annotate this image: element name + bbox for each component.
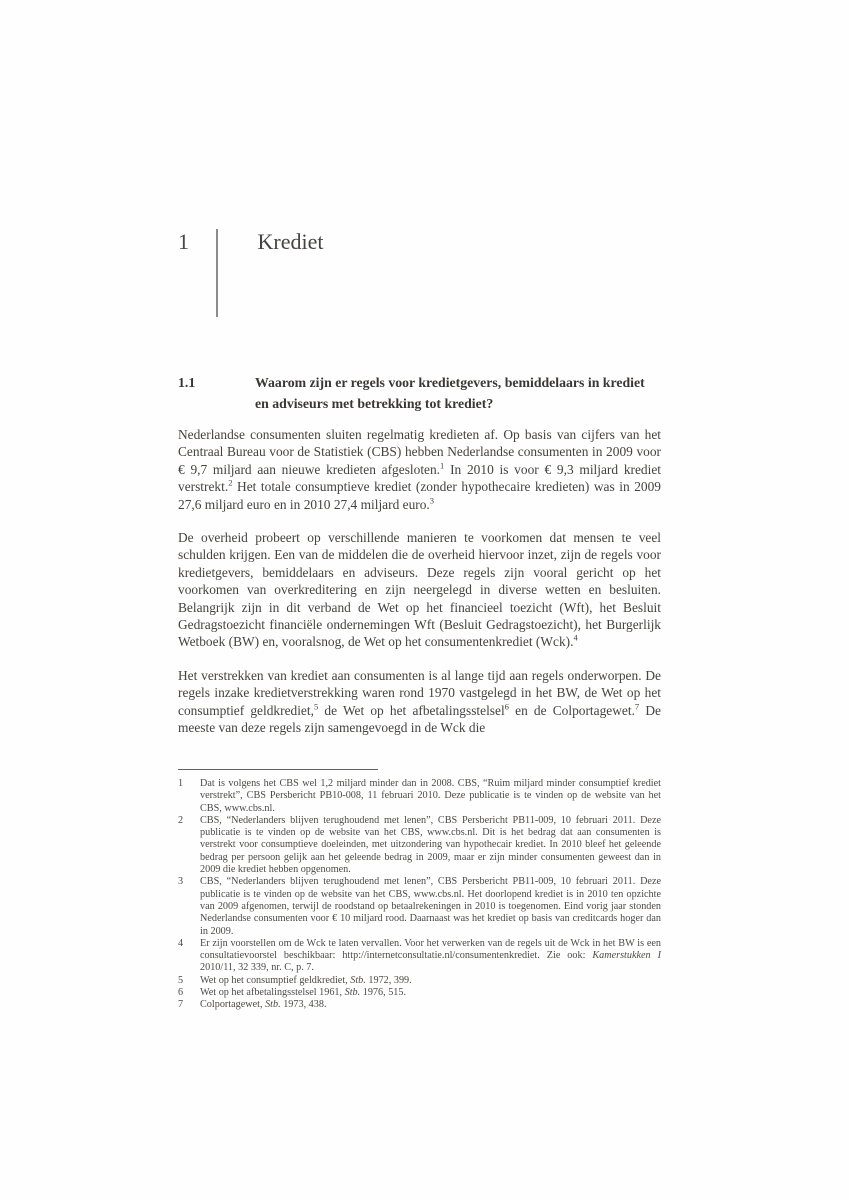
footnote-text — [200, 778, 661, 815]
footnote-number: 2 — [178, 814, 184, 826]
text-run: Colportagewet, — [200, 999, 266, 1011]
body-text — [178, 426, 661, 737]
footnote-item — [178, 815, 661, 876]
footnote-item — [178, 987, 661, 999]
text-run: 1976, 515. — [360, 987, 407, 999]
body-paragraph — [178, 667, 661, 737]
footnote-ref: 6 — [504, 701, 509, 712]
text-run: In 2010 is voor € 9,3 miljard krediet verstrekt. — [178, 461, 662, 495]
text-run: Wet op het consumptief geldkrediet, — [200, 974, 351, 986]
text-run: CBS, “Nederlanders blijven terughoudend met lenen”, CBS Persbericht PB11-009, 10 februari 2011. Deze publicatie is te vinden op de website van het CBS, www.cbs.nl. Het doorlopend krediet is in 2010 ten opzichte van 2009 afgenomen, terwijl de roodstand op betaalrekeningen in 2010 is toegenomen. Eind vorig jaar stonden Nederlandse consumenten voor € 10 miljard rood. Daarnaast was het krediet op basis van creditcards hoger dan in 2009. — [200, 876, 661, 937]
section-number: 1.1 — [178, 375, 196, 390]
footnote-ref: 1 — [440, 460, 445, 471]
text-run: Wet op het afbetalingsstelsel 1961, — [200, 987, 345, 999]
footnotes-list — [178, 778, 661, 1012]
footnote-item — [178, 999, 661, 1011]
section-heading — [178, 373, 660, 414]
footnote-number: 7 — [178, 999, 184, 1011]
section-title: Waarom zijn er regels voor kredietgevers, bemiddelaars in krediet en adviseurs met betrekking tot krediet? — [255, 375, 645, 411]
footnote-ref: 4 — [573, 633, 578, 643]
footnote-ref: 2 — [228, 477, 233, 488]
text-run: Het totale consumptieve krediet (zonder hypothecaire kredieten) was in 2009 27,6 miljard euro en in 2010 27,4 miljard euro. — [178, 479, 661, 512]
text-run: Nederlandse consumenten sluiten regelmatig kredieten af. Op basis van cijfers van het Centraal Bureau voor de Statistiek (CBS) hebben Nederlandse consumenten in 2009 voor € 9,7 miljard aan nieuwe kredieten afgesloten. — [178, 427, 661, 477]
footnote-ref: 7 — [634, 701, 640, 712]
footnote-ref: 3 — [429, 495, 435, 506]
footnote-number: 4 — [178, 937, 184, 949]
text-run: Stb. — [344, 987, 361, 999]
footnote-text — [200, 938, 661, 975]
text-run: Er zijn voorstellen om de Wck te laten vervallen. Voor het verwerken van de regels uit de Wck in het BW is een consultatievoorstel beschikbaar: http://internetconsultatie.nl/consumentenkrediet. Zie ook: — [200, 937, 661, 962]
text-run: De meeste van deze regels zijn samengevoegd in de Wck die — [178, 702, 661, 736]
footnote-number: 6 — [178, 987, 184, 999]
text-run: 1973, 438. — [280, 999, 327, 1011]
text-run: en de Colportagewet. — [508, 702, 635, 718]
text-run: CBS, “Nederlanders blijven terughoudend met lenen”, CBS Persbericht PB11-009, 10 februari 2011. Deze publicatie is te vinden op de website van het CBS, www.cbs.nl. Dit is het bedrag dat aan consumenten is verstrekt voor consumptieve doeleinden, met uitzondering van hypothecair krediet. In 2010 bleef het geleende bedrag per persoon gelijk aan het geleende bedrag in 2009, maar er zijn minder consumenten geweest dan in 2009 die krediet hebben opgenomen. — [200, 814, 661, 876]
footnote-item — [178, 938, 661, 975]
footnote-item — [178, 778, 661, 815]
chapter-title: Krediet — [257, 229, 324, 254]
text-run: Dat is volgens het CBS wel 1,2 miljard minder dan in 2008. CBS, “Ruim miljard minder consumptief krediet verstrekt”, CBS Persbericht PB10-008, 11 februari 2010. Deze publicatie is te vinden op de website van het CBS, www.cbs.nl. — [200, 778, 661, 814]
footnote-number: 3 — [178, 876, 184, 888]
text-run: Kamerstukken I — [592, 950, 661, 962]
footnote-item — [178, 975, 661, 987]
footnote-item — [178, 876, 661, 937]
footnote-number: 1 — [178, 778, 184, 789]
text-run: Stb. — [350, 974, 366, 986]
text-run: de Wet op het afbetalingsstelsel — [318, 702, 505, 718]
text-run: Het verstrekken van krediet aan consumenten is al lange tijd aan regels onderworpen. De regels inzake kredietverstrekking waren rond 1970 vastgelegd in het BW, de Wet op het consumptief geldkrediet, — [178, 667, 661, 718]
footnote-separator-rule — [178, 769, 378, 770]
chapter-divider-rule — [216, 229, 218, 317]
text-run: Stb. — [265, 999, 281, 1011]
text-run: 2010/11, 32 339, nr. C, p. 7. — [200, 962, 314, 974]
chapter-number: 1 — [178, 229, 189, 254]
footnote-text — [200, 999, 661, 1011]
chapter-header — [178, 229, 660, 317]
footnote-number: 5 — [178, 974, 184, 986]
text-run: De overheid probeert op verschillende manieren te voorkomen dat mensen te veel schulden krijgen. Een van de middelen die de overheid hiervoor inzet, zijn de regels voor kredietgevers, bemiddelaars en adviseurs. Deze regels zijn vooral gericht op het voorkomen van overkreditering en zijn neergelegd in diverse wetten en besluiten. Belangrijk zijn in dit verband de Wet op het financieel toezicht (Wft), het Besluit Gedragstoezicht financiële ondernemingen Wft (Besluit Gedragstoezicht), het Burgerlijk Wetboek (BW) en, vooralsnog, de Wet op het consumentenkrediet (Wck). — [178, 530, 661, 650]
text-run: 1972, 399. — [365, 974, 412, 986]
footnote-text — [200, 815, 661, 876]
body-paragraph — [178, 529, 661, 651]
footnote-text — [200, 975, 661, 987]
footnote-text — [200, 876, 661, 937]
footnote-text — [200, 987, 661, 999]
footnote-ref: 5 — [313, 701, 319, 712]
body-paragraph — [178, 426, 661, 513]
